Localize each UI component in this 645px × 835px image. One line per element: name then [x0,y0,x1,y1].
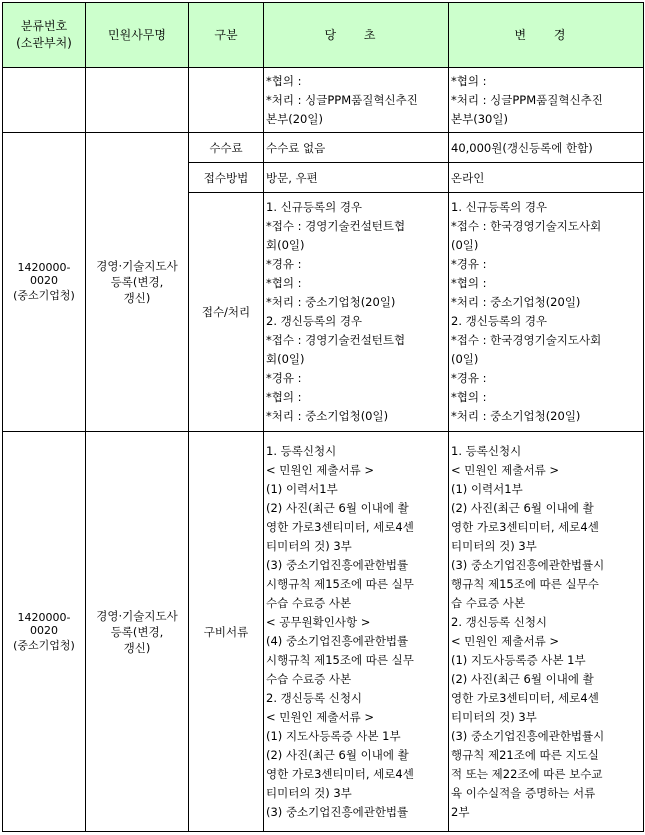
text-line: 티미터의 것) 3부 [266,538,352,553]
text-line: 2. 갱신등록 신청시 [266,690,363,705]
text-line: *처리 : 중소기업청(20일) [451,409,581,423]
header-service-name: 민원사무명 [86,3,189,68]
text-line: *처리 : 중소기업청(0일) [266,409,389,423]
row-continued [3,68,644,133]
text-line: *접수 : 한국경영기술지도사회 [451,333,602,347]
text-line: < 공무원확인사항 > [266,614,371,629]
text-line: (0일) [451,238,479,252]
text-line: 시행규칙 제15조에 따른 실무 [266,576,414,591]
service-name: 경영·기술지도사 등록(변경, 갱신) [86,133,189,432]
text-line: *협의 : [451,390,487,404]
text-line: 1. 등록신청시 [451,443,522,458]
text-line: 1. 등록신청시 [266,443,337,458]
classification-code: 1420000-0020 (중소기업청) [3,133,86,432]
text-line: *협의 : [266,73,302,88]
text-line: 육 이수실적을 증명하는 서류 [451,785,596,800]
header-classification-number: 분류번호 (소관부처) [3,3,86,68]
text-line: < 민원인 제출서류 > [451,633,560,648]
method-changed: 온라인 [449,163,644,193]
empty-cell [86,68,189,133]
text-line: 행규칙 제21조에 따른 지도실 [451,747,599,762]
text-line: *협의 : [266,390,302,404]
text-line: < 민원인 제출서류 > [451,462,560,477]
text-line: 습 수료증 사본 [451,595,525,610]
text-line: < 민원인 제출서류 > [266,462,375,477]
text-line: 수습 수료증 사본 [266,671,352,686]
documents-changed [449,432,644,832]
text-line: 2. 갱신등록 신청시 [451,614,548,629]
text-line: *경유 : [451,371,487,385]
text-line: 티미터의 것) 3부 [266,785,352,800]
header-row [3,3,644,68]
text-line: (2) 사진(최근 6월 이내에 촬 [451,671,594,686]
text-line: *접수 : 경영기술컨설턴트협 [266,333,406,347]
category-documents: 구비서류 [189,432,264,832]
text-line: 영한 가로3센티미터, 세로4센 [451,519,599,534]
text-line: (3) 중소기업진흥에관한법률시 [451,728,605,743]
text-line: < 민원인 제출서류 > [266,709,375,724]
text-line: (1) 이력서1부 [266,481,338,496]
text-line: (0일) [451,352,479,366]
text-line: (4) 중소기업진흥에관한법률 [266,633,409,648]
text-line: *처리 : 중소기업청(20일) [451,295,581,309]
text-line: *협의 : [451,276,487,290]
text-line: (1) 이력서1부 [451,481,523,496]
text-line: 영한 가로3센티미터, 세로4센 [266,519,414,534]
empty-cell [189,68,264,133]
classification-code: 1420000-0020 (중소기업청) [3,432,86,832]
text-line: 적 또는 제22조에 따른 보수교 [451,766,603,781]
text-line: 1. 신규등록의 경우 [266,200,363,214]
text-line: *처리 : 싱글PPM품질혁신추진 [266,92,418,107]
text-line: 2부 [451,804,470,819]
text-line: 2. 갱신등록의 경우 [266,314,363,328]
text-line: (3) 중소기업진흥에관한법률 [266,804,409,819]
empty-cell [3,68,86,133]
text-line: *접수 : 경영기술컨설턴트협 [266,219,406,233]
text-line: 행규칙 제15조에 따른 실무수 [451,576,599,591]
text-line: (3) 중소기업진흥에관한법률 [266,557,409,572]
text-line: 시행규칙 제15조에 따른 실무 [266,652,414,667]
row-fee [3,133,644,163]
text-line: (2) 사진(최근 6월 이내에 촬 [266,747,409,762]
text-line: 1. 신규등록의 경우 [451,200,548,214]
text-line: 영한 가로3센티미터, 세로4센 [266,766,414,781]
documents-original [264,432,449,832]
text-line: (1) 지도사등록증 사본 1부 [451,652,586,667]
text-line: *처리 : 싱글PPM품질혁신추진 [451,92,603,107]
process-changed [449,193,644,432]
text-line: *경유 : [451,257,487,271]
text-line: 영한 가로3센티미터, 세로4센 [451,690,599,705]
text-line: (2) 사진(최근 6월 이내에 촬 [266,500,409,515]
text-line: *경유 : [266,371,302,385]
header-category: 구분 [189,3,264,68]
row-documents [3,432,644,832]
header-original: 당 초 [264,3,449,68]
text-line: *처리 : 중소기업청(20일) [266,295,396,309]
text-line: (3) 중소기업진흥에관한법률시 [451,557,605,572]
text-line: *경유 : [266,257,302,271]
cell-changed-processing [449,68,644,133]
method-original: 방문, 우편 [264,163,449,193]
text-line: 본부(30일) [451,111,508,126]
service-name: 경영·기술지도사 등록(변경, 갱신) [86,432,189,832]
text-line: 티미터의 것) 3부 [451,709,537,724]
category-method: 접수방법 [189,163,264,193]
cell-original-processing [264,68,449,133]
text-line: 수습 수료증 사본 [266,595,352,610]
text-line: 회(0일) [266,238,305,252]
text-line: *접수 : 한국경영기술지도사회 [451,219,602,233]
category-fee: 수수료 [189,133,264,163]
text-line: (2) 사진(최근 6월 이내에 촬 [451,500,594,515]
text-line: 2. 갱신등록의 경우 [451,314,548,328]
fee-original: 수수료 없음 [264,133,449,163]
process-original [264,193,449,432]
text-line: 회(0일) [266,352,305,366]
text-line: *협의 : [266,276,302,290]
civil-service-change-table [2,2,644,832]
header-changed: 변 경 [449,3,644,68]
text-line: 티미터의 것) 3부 [451,538,537,553]
text-line: (1) 지도사등록증 사본 1부 [266,728,401,743]
text-line: 본부(20일) [266,111,323,126]
fee-changed: 40,000원(갱신등록에 한함) [449,133,644,163]
text-line: *협의 : [451,73,487,88]
category-process: 접수/처리 [189,193,264,432]
